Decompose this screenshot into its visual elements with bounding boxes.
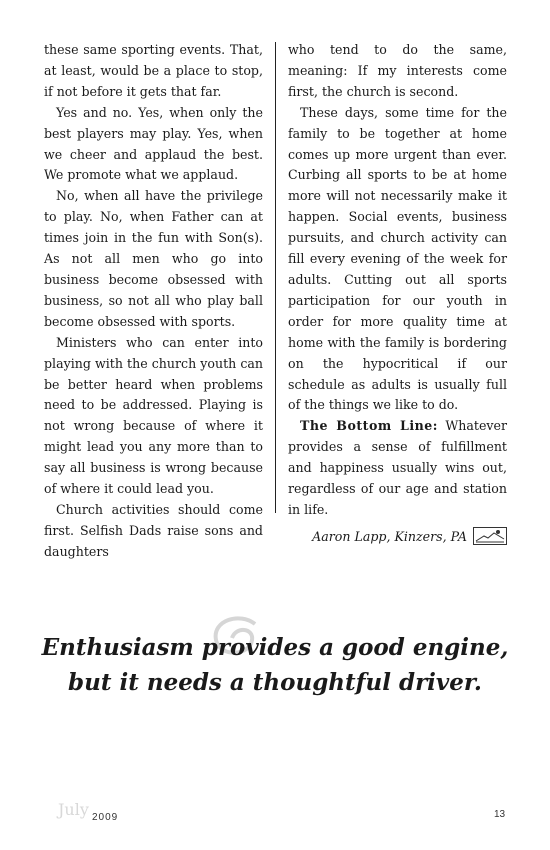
author-name: Aaron Lapp, Kinzers, PA [312, 528, 467, 544]
paragraph: Ministers who can enter into playing with the church youth can be better heard when problems need to be addressed. Playing is not wrong because of where it might lead you any more than to say all business is wrong because of where it could lead you. [44, 334, 263, 497]
bottom-line-paragraph [288, 416, 507, 521]
paragraph: Church activities should come first. Selfish Dads raise sons and daughters [44, 501, 263, 559]
footer-year: 2009 [92, 812, 119, 823]
end-mark-icon [473, 527, 507, 545]
pull-quote [0, 630, 550, 700]
paragraph: these same sporting events. That, at least, would be a place to stop, if not before it gets that far. [44, 42, 263, 99]
footer-month: July [58, 800, 89, 819]
paragraph: Yes and no. Yes, when only the best players may play. Yes, when we cheer and applaud the best. We promote what we applaud. [44, 104, 263, 183]
pull-quote-line: but it needs a thoughtful driver. [68, 669, 482, 696]
paragraph: who tend to do the same, meaning: If my interests come first, the church is second. [288, 42, 507, 99]
paragraph: These days, some time for the family to be together at home comes up more urgent than ever. Curbing all sports to be at home more will not necessarily make it happen. Social events, business pursuits, and church activity can fill every evening of the week for adults. Cutting out all sports participation for our youth in order for more quality time at home with the family is bordering on the hypocritical if our schedule as adults is usually full of the things we like to do. [288, 104, 507, 413]
bottom-line-text: Whatever provides a sense of fulfillment and happiness usually wins out, regardless of our age and station in life. [288, 418, 508, 517]
pull-quote-line: Enthusiasm provides a good engine, [41, 634, 509, 661]
page-number: 13 [494, 809, 506, 820]
bottom-line-label: The Bottom Line: [300, 418, 438, 434]
paragraph: No, when all have the privilege to play. No, when Father can at times join in the fun with Son(s). As not all men who go into business become obsessed with business, so not all who play ball become obsessed with sports. [44, 188, 263, 329]
right-column [288, 40, 507, 548]
left-column [44, 40, 263, 563]
column-divider [275, 42, 276, 513]
author-signature [288, 527, 507, 548]
